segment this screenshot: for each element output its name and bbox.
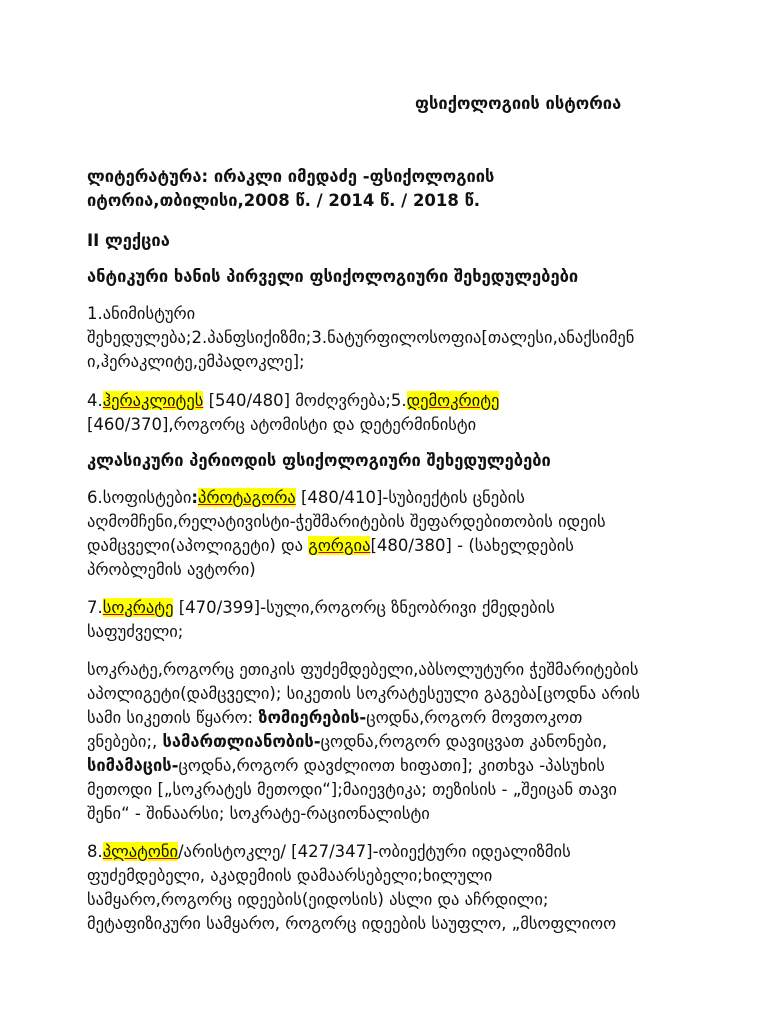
p8-number: 8. [87,842,103,861]
literature-line-1: ლიტერატურა: ირაკლი იმედაძე -ფსიქოლოგიის [87,167,495,186]
p4-line-1 [87,389,687,413]
highlight-heraclitus: ჰერაკლიტეს [102,391,204,410]
p6-text-1: 6.სოფისტები [87,488,192,507]
p8-line-2: ფუძემდებელი, აკადემიის დამაარსებელი;ხილული [87,866,493,885]
socrates-line-1: სოკრატე,როგორც ეთიკის ფუძემდებელი,აბსოლუტური ჭეშმარიტების [87,660,639,679]
p1-line-1: 1.ანიმისტური [87,304,196,323]
highlight-plato: პლატონი [102,842,178,861]
socrates-text-4a: ვნებები;, [87,732,163,751]
p6-line-3 [87,534,687,558]
highlight-protagoras: პროტაგორა [197,488,296,507]
p7-line-2: საფუძველი; [87,622,184,641]
lecture-number: II ლექცია [87,231,170,250]
p4-line-2: [460/370],როგორც ატომისტი და დეტერმინისტი [87,415,477,434]
socrates-text-3b: ცოდნა,როგორ მოვთოკოთ [366,708,583,727]
p6-line-4: პრობლემის ავტორი) [87,560,256,579]
term-moderation: ზომიერების- [258,708,367,727]
p6-line-1 [87,486,687,510]
socrates-line-5 [87,754,687,778]
p7-number: 7. [87,598,103,617]
p7-text: [470/399]-სული,როგორც ზნეობრივი ქმედების [173,598,555,617]
term-justice: სამართლიანობის- [162,732,321,751]
socrates-line-6: მეთოდი [„სოკრატეს მეთოდი“];მაიევტიკა; თეზისის - „შეიცან თავი [87,780,617,799]
socrates-line-7: შენი“ - შინაარსი; სოკრატე-რაციონალისტი [87,804,430,823]
socrates-line-4 [87,730,687,754]
p6-line-2: აღმომჩენი,რელატივისტი-ჭეშმარიტების შეფარდებითობის იდეის [87,512,606,531]
p1-line-3: ი,ჰერაკლიტე,ემპადოკლე]; [87,352,305,371]
socrates-line-3 [87,706,687,730]
highlight-democritus: დემოკრიტე [406,391,500,410]
p8-text: /არისტოკლე/ [427/347]-ობიექტური იდეალიზმის [178,842,571,861]
p6-text-2: [480/410]-სუბიექტის ცნების [295,488,525,507]
p8-line-1 [87,840,687,864]
p4-text: [540/480] მოძღვრება;5. [203,391,407,410]
socrates-text-5b: ცოდნა,როგორ დავძლიოთ ხიფათი]; კითხვა -პასუხის [178,756,605,775]
socrates-text-3a: სამი სიკეთის წყარო: [87,708,259,727]
heading-classical: კლასიკური პერიოდის ფსიქოლოგიური შეხედულებები [87,451,551,470]
socrates-text-4b: ცოდნა,როგორ დავიცვათ კანონები, [320,732,608,751]
p6-text-3a: დამცველი(აპოლიგეტი) და [87,536,309,555]
literature-line-2: იტორია,თბილისი,2008 წ. / 2014 წ. / 2018 წ. [87,191,481,210]
socrates-line-2: აპოლიგეტი(დამცველი); სიკეთის სოკრატესეული გაგება[ცოდნა არის [87,684,641,703]
heading-ancient: ანტიკური ხანის პირველი ფსიქოლოგიური შეხედულებები [87,267,579,286]
term-courage: სიმამაცის- [87,756,179,775]
p1-line-2: შეხედულება;2.პანფსიქიზმი;3.ნატურფილოსოფია[თალესი,ანაქსიმენ [87,328,635,347]
p4-number: 4. [87,391,103,410]
p8-line-3: სამყარო,როგორც იდეების(ეიდოსის) ასლი და აჩრდილი; [87,890,549,909]
document-title: ფსიქოლოგიის ისტორია [415,94,622,113]
p7-line-1 [87,596,687,620]
p8-line-4: მეტაფიზიკური სამყარო, როგორც იდეების საუფლო, „მსოფლიოო [87,914,617,933]
p6-colon: : [191,488,198,507]
highlight-gorgias: გორგია [308,536,371,555]
highlight-socrates: სოკრატე [102,598,174,617]
p6-text-3b: [480/380] - (სახელდების [370,536,574,555]
